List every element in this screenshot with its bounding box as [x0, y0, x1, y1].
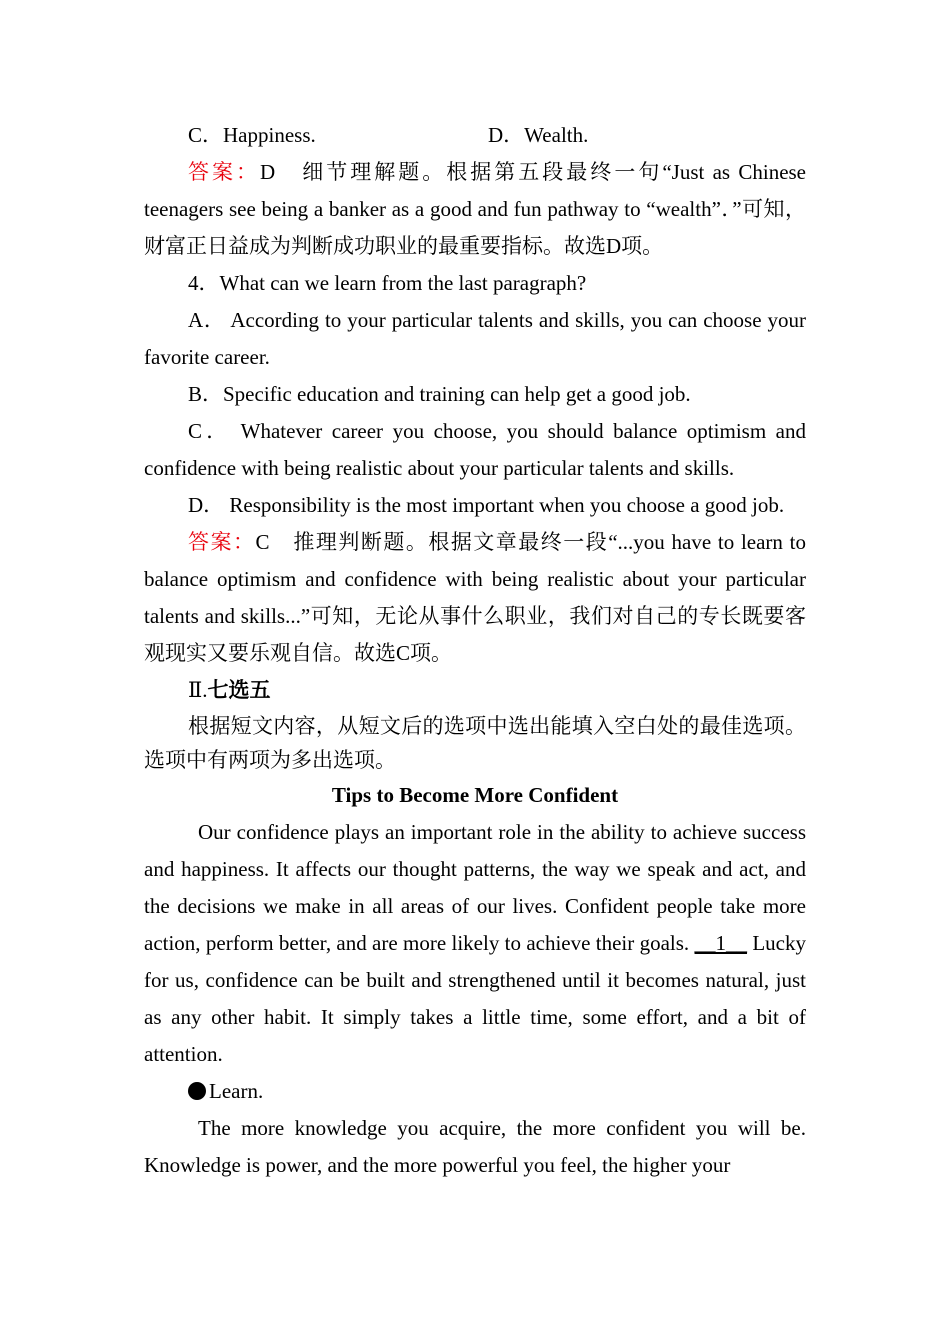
- blank-1: __1__: [694, 931, 748, 955]
- q4-option-c: C． Whatever career you choose, you should balance optimism and confidence with being realistic about your particular talents and skills.: [144, 419, 806, 480]
- q4-option-d: D． Responsibility is the most important when you choose a good job.: [188, 493, 785, 517]
- bullet-learn: [144, 1073, 806, 1110]
- q4-answer: [144, 524, 806, 672]
- passage-title: Tips to Become More Confident: [331, 783, 619, 807]
- section-heading-text: 七选五: [207, 678, 271, 702]
- q4-answer-label: 答案：: [188, 530, 256, 554]
- section-instruction: 根据短文内容，从短文后的选项中选出能填入空白处的最佳选项。选项中有两项为多出选项。: [144, 714, 806, 772]
- q4-option-a: A． According to your particular talents and skills, you can choose your favorite career.: [144, 308, 806, 369]
- q3-option-d: D．Wealth.: [488, 123, 589, 147]
- section-heading: [144, 672, 806, 709]
- q3-answer-label: 答案：: [188, 160, 261, 184]
- passage-paragraph-2: The more knowledge you acquire, the more confident you will be. Knowledge is power, and the more powerful you feel, the higher your: [144, 1116, 806, 1177]
- q4-question: 4．What can we learn from the last paragraph?: [188, 271, 587, 295]
- q3-options-row: [144, 117, 806, 154]
- bullet-icon: [188, 1082, 206, 1100]
- paragraph-1-part-a: Our confidence plays an important role in the ability to achieve success and happiness. It affects our thought patterns, the way we speak and act, and the decisions we make in all areas of our lives. Confident people take more action, perform better, and are more likely to achieve their goals.: [144, 820, 806, 955]
- paragraph-1-part-b: Lucky for us, confidence can be built and strengthened until it becomes natural, just as any other habit. It simply takes a little time, some effort, and a bit of attention.: [144, 931, 806, 1066]
- bullet-learn-label: Learn.: [209, 1079, 264, 1103]
- q3-option-c: C．Happiness.: [188, 123, 316, 147]
- document-page: [144, 117, 806, 1184]
- q3-answer-text: D 细节理解题。根据第五段最终一句“Just as Chinese teenagers see being a banker as a good and fun pathway to “wealth”．”可知，财富正日益成为判断成功职业的最重要指标。故选D项。: [144, 160, 807, 258]
- section-heading-number: Ⅱ.: [188, 678, 208, 702]
- q4-option-b: B．Specific education and training can help get a good job.: [188, 382, 691, 406]
- passage-paragraph-1: [144, 814, 806, 1073]
- q4-answer-text: C 推理判断题。根据文章最终一段“...you have to learn to balance optimism and confidence with being realistic about your particular talents and skills...”可知，无论从事什么职业，我们对自己的专长既要客观现实又要乐观自信。故选C项。: [144, 530, 806, 665]
- q3-answer: [144, 154, 806, 265]
